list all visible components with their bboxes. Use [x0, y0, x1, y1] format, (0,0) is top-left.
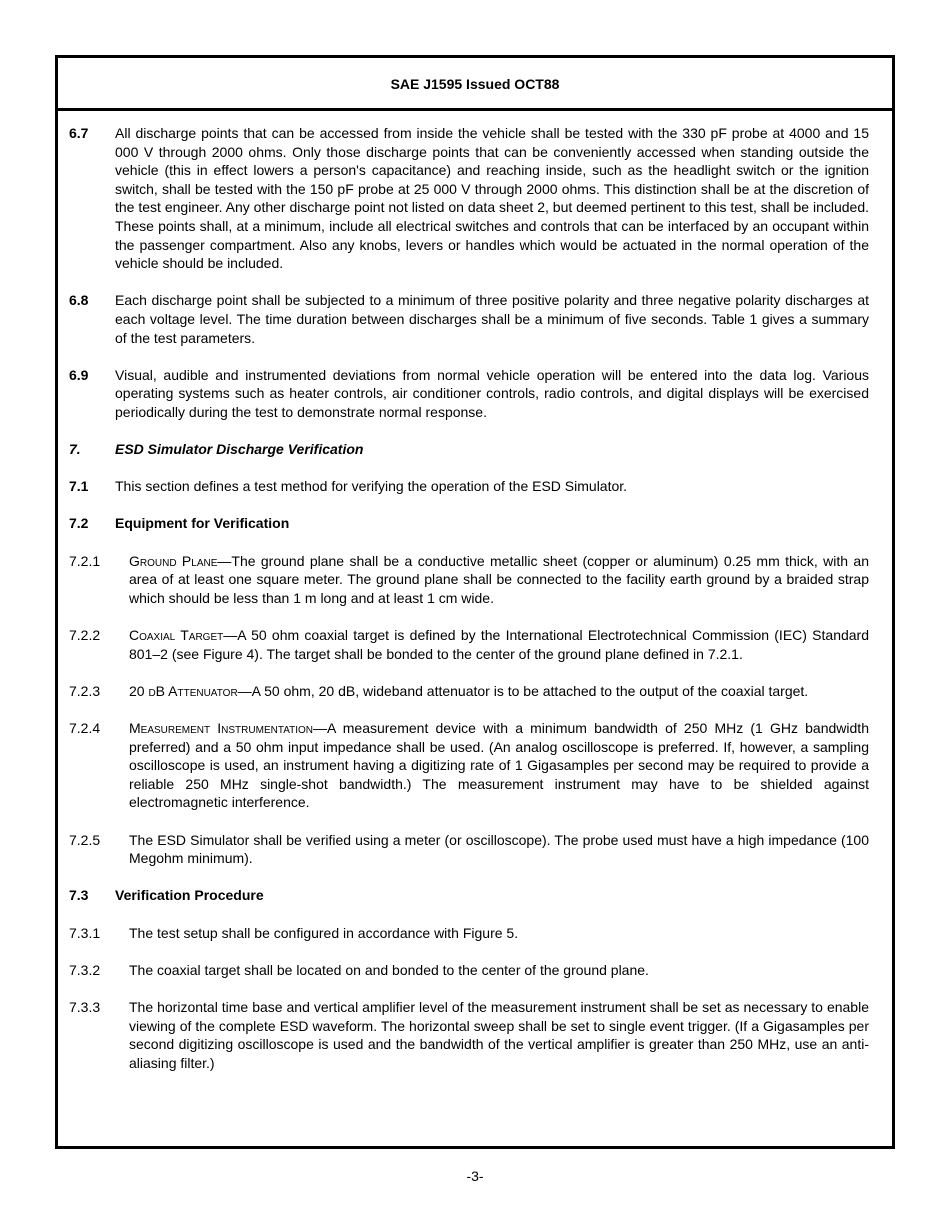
section-text: All discharge points that can be accessed from inside the vehicle shall be tested with the 330 pF probe at 4000 and 15 000 V through 2000 ohms. Only those discharge points that can be conveniently accessed when standing outside the vehicle (this in effect lowers a person's capacitance) and reaching inside, such as the headlight switch or the ignition switch, shall be tested with the 150 pF probe at 25 000 V through 2000 ohms. This distinction shall be at the discretion of the test engineer. Any other discharge point not listed on data sheet 2, but deemed pertinent to this test, shall be included. These points shall, at a minimum, include all electrical switches and controls that can be interfaced by an occupant within the passenger compartment. Also any knobs, levers or handles which would be actuated in the normal operation of the vehicle should be included.	[115, 125, 869, 272]
section-text: The horizontal time base and vertical amplifier level of the measurement instrument shall be set as necessary to enable viewing of the complete ESD waveform. The horizontal sweep shall be set to single event trigger. (If a Gigasamples per second digitizing oscilloscope is used and the bandwidth of the vertical amplifier is greater than 250 MHz, use an anti-aliasing filter.)	[129, 998, 869, 1071]
section-heading: Equipment for Verification	[115, 515, 290, 532]
section-heading: ESD Simulator Discharge Verification	[115, 441, 364, 458]
section-number: 7.	[69, 441, 81, 458]
section-number: 7.2.4	[69, 720, 101, 736]
section-text: The coaxial target shall be located on and bonded to the center of the ground plane.	[129, 961, 649, 978]
document-header	[58, 58, 892, 111]
section-text: The ESD Simulator shall be verified using a meter (or oscilloscope). The probe used must have a high impedance (100 Megohm minimum).	[129, 831, 869, 867]
section-7-2-2	[69, 626, 869, 663]
section-7-3-2	[69, 961, 869, 980]
item-title: Measurement Instrumentation	[129, 720, 314, 736]
item-title: Coaxial Target	[129, 627, 224, 644]
section-number: 7.3.2	[69, 961, 101, 978]
section-number: 7.2	[69, 515, 89, 532]
section-number: 7.2.1	[69, 552, 101, 569]
document-frame	[55, 55, 895, 1149]
item-title: Ground Plane	[129, 552, 218, 569]
section-7-heading	[69, 440, 869, 459]
section-number: 6.7	[69, 125, 89, 141]
section-number: 6.9	[69, 366, 89, 383]
section-7-3-3	[69, 998, 869, 1072]
section-7-2-1	[69, 552, 869, 608]
section-6-9	[69, 366, 869, 422]
section-number: 7.3	[69, 887, 89, 904]
section-7-3-1	[69, 924, 869, 943]
section-6-7	[69, 124, 869, 273]
document-body	[69, 124, 869, 1091]
section-7-2-4	[69, 719, 869, 812]
section-text: —A measurement device with a minimum bandwidth of 250 MHz (1 GHz bandwidth preferred) and a 50 ohm input impedance shall be used. (An analog oscilloscope is preferred. If, however, a sampling oscilloscope is used, an instrument having a digitizing rate of 1 Gigasamples per second may be required to provide a reliable 250 MHz single-shot bandwidth.) The measurement instrument may have to be shielded against electromagnetic interference.	[129, 720, 869, 811]
section-heading: Verification Procedure	[115, 887, 264, 904]
section-number: 7.3.3	[69, 998, 101, 1015]
section-text: —The ground plane shall be a conductive metallic sheet (copper or aluminum) 0.25 mm thick, with an area of at least one square meter. The ground plane shall be connected to the facility earth ground by a braided strap which should be less than 1 m long and at least 1 cm wide.	[129, 552, 869, 606]
section-7-2-heading	[69, 514, 869, 533]
section-number: 6.8	[69, 292, 89, 309]
section-number: 7.1	[69, 478, 89, 495]
section-number: 7.3.1	[69, 924, 101, 941]
section-text: Visual, audible and instrumented deviations from normal vehicle operation will be entered into the data log. Various operating systems such as heater controls, air conditioner controls, radio controls, and digital displays will be exercised periodically during the test to demonstrate normal response.	[115, 366, 869, 420]
section-number: 7.2.5	[69, 831, 101, 848]
document-title: SAE J1595 Issued OCT88	[390, 76, 560, 92]
section-text: —A 50 ohm coaxial target is defined by the International Electrotechnical Commission (IEC) Standard 801–2 (see Figure 4). The target shall be bonded to the center of the ground plane defined in 7.2.1.	[129, 627, 870, 662]
item-title: 20 dB Attenuator	[129, 682, 238, 699]
section-7-3-heading	[69, 886, 869, 905]
section-7-2-3	[69, 682, 869, 701]
section-text: Each discharge point shall be subjected to a minimum of three positive polarity and three negative polarity discharges at each voltage level. The time duration between discharges shall be a minimum of five seconds. Table 1 gives a summary of the test parameters.	[115, 292, 869, 346]
section-7-2-5	[69, 831, 869, 868]
section-7-1	[69, 477, 869, 496]
page-number: -3-	[466, 1168, 484, 1184]
section-number: 7.2.3	[69, 682, 101, 699]
section-6-8	[69, 291, 869, 347]
section-text: This section defines a test method for verifying the operation of the ESD Simulator.	[115, 478, 628, 495]
section-text: —A 50 ohm, 20 dB, wideband attenuator is to be attached to the output of the coaxial target.	[237, 682, 809, 699]
section-number: 7.2.2	[69, 627, 101, 644]
section-text: The test setup shall be configured in accordance with Figure 5.	[129, 924, 519, 941]
